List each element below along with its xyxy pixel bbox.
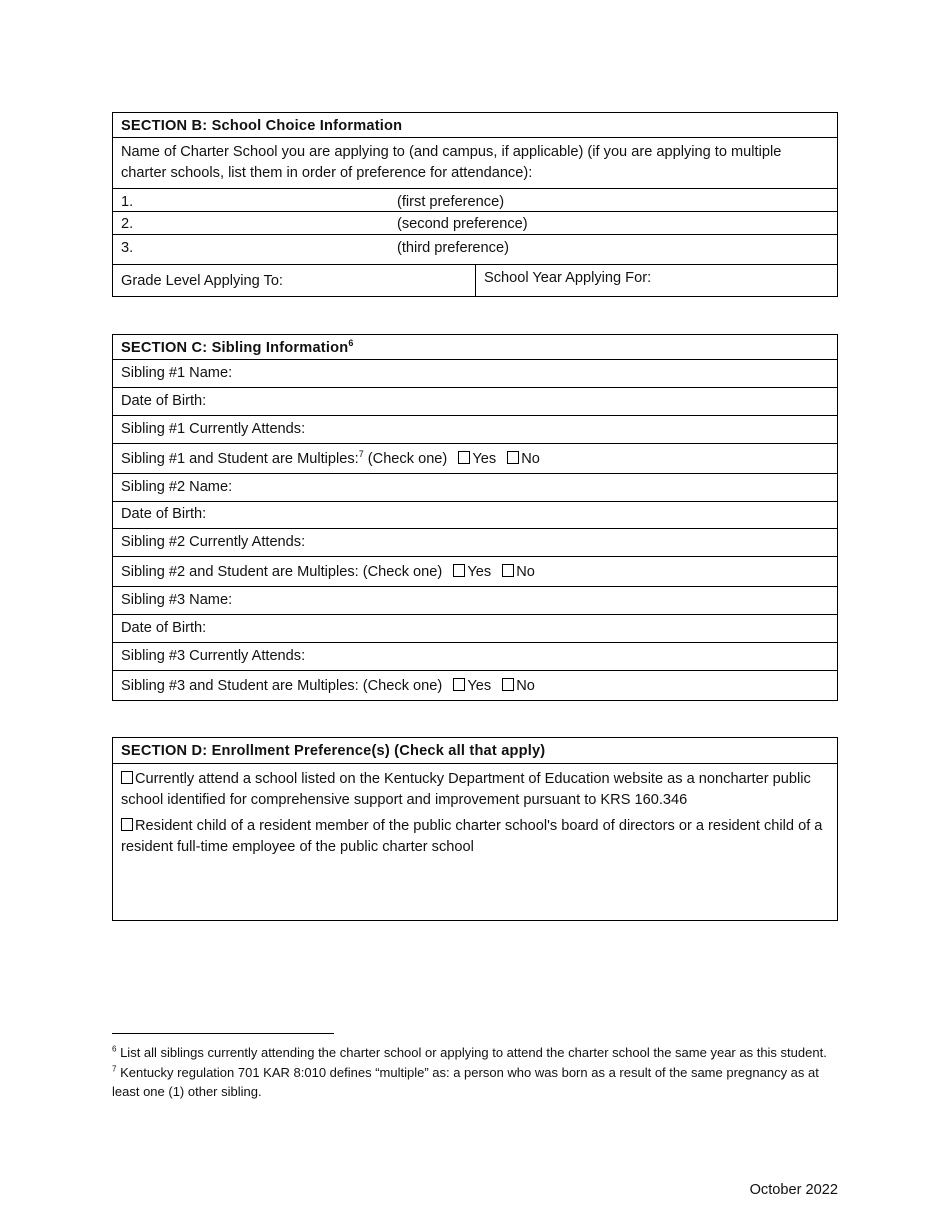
yes-label: Yes [467,564,492,580]
preference-number: 2. [121,216,134,232]
section-b-instructions: Name of Charter School you are applying to (and campus, if applicable) (if you are applying to multiple charter schools, list them in order of preference for attendance): [113,138,837,189]
no-checkbox[interactable] [502,678,514,691]
check-one-label: (Check one) [362,678,443,694]
sibling-1-multiples-row [113,444,837,474]
yes-label: Yes [472,451,497,467]
sibling-3-multiples-row [113,671,837,700]
footnote-mark: 7 [112,1064,117,1074]
sibling-3-attends-field[interactable]: Sibling #3 Currently Attends: [113,643,837,671]
preference-row-2[interactable] [113,212,837,235]
check-one-label: (Check one) [367,451,448,467]
no-label: No [516,678,535,694]
footer-date: October 2022 [749,1182,838,1198]
footnote-ref-6: 6 [348,338,354,349]
sibling-2-dob-field[interactable]: Date of Birth: [113,502,837,529]
enrollment-option-1[interactable] [121,769,829,811]
multiples-label: Sibling #3 and Student are Multiples: [121,678,359,694]
section-b-header: SECTION B: School Choice Information [113,113,837,138]
option-1-checkbox[interactable] [121,771,133,784]
section-c-title: SECTION C: Sibling Information [121,340,349,356]
section-d-header: SECTION D: Enrollment Preference(s) (Check all that apply) [113,738,837,764]
preference-label: (third preference) [397,240,509,256]
grade-level-field[interactable] [113,265,476,296]
yes-checkbox[interactable] [458,451,470,464]
no-checkbox[interactable] [507,451,519,464]
footnotes [112,1043,838,1102]
sibling-1-attends-field[interactable]: Sibling #1 Currently Attends: [113,416,837,444]
preference-row-3[interactable] [113,235,837,265]
preference-number: 3. [121,240,134,256]
check-one-label: (Check one) [362,564,443,580]
footnote-7 [112,1063,838,1102]
school-year-label: School Year Applying For: [484,270,652,286]
section-d-options [113,764,837,920]
no-label: No [516,564,535,580]
sibling-1-name-field[interactable]: Sibling #1 Name: [113,360,837,388]
yes-label: Yes [467,678,492,694]
footnote-text: Kentucky regulation 701 KAR 8:010 defines “multiple” as: a person who was born as a result of the same pregnancy as at least one (1) other sibling. [112,1064,819,1099]
preference-label: (second preference) [397,216,528,232]
section-b-table [112,112,838,297]
section-d-table [112,737,838,921]
sibling-3-dob-field[interactable]: Date of Birth: [113,615,837,643]
footnote-mark: 6 [112,1044,117,1054]
preference-label: (first preference) [397,194,505,210]
sibling-2-name-field[interactable]: Sibling #2 Name: [113,474,837,502]
sibling-1-dob-field[interactable]: Date of Birth: [113,388,837,416]
sibling-3-name-field[interactable]: Sibling #3 Name: [113,587,837,615]
multiples-label: Sibling #1 and Student are Multiples: [121,451,359,467]
footnote-text: List all siblings currently attending the charter school or applying to attend the charter school the same year as this student. [120,1045,827,1060]
enrollment-option-2[interactable] [121,816,829,858]
yes-checkbox[interactable] [453,564,465,577]
grade-year-row [113,265,837,296]
school-year-field[interactable] [476,265,659,296]
preference-row-1[interactable] [113,189,837,212]
footnote-6 [112,1043,838,1063]
sibling-2-attends-field[interactable]: Sibling #2 Currently Attends: [113,529,837,557]
option-2-label: Resident child of a resident member of the public charter school's board of directors or a resident child of a resident full-time employee of the public charter school [121,818,823,855]
section-c-header [113,335,837,360]
option-2-checkbox[interactable] [121,818,133,831]
section-c-table [112,334,838,701]
preference-number: 1. [121,194,134,210]
footnote-divider [112,1033,334,1034]
grade-level-label: Grade Level Applying To: [121,273,283,289]
footnote-ref-7: 7 [358,449,364,460]
yes-checkbox[interactable] [453,678,465,691]
no-label: No [521,451,540,467]
multiples-label: Sibling #2 and Student are Multiples: [121,564,359,580]
option-1-label: Currently attend a school listed on the Kentucky Department of Education website as a noncharter public school identified for comprehensive support and improvement pursuant to KRS 160.346 [121,771,811,808]
no-checkbox[interactable] [502,564,514,577]
sibling-2-multiples-row [113,557,837,587]
